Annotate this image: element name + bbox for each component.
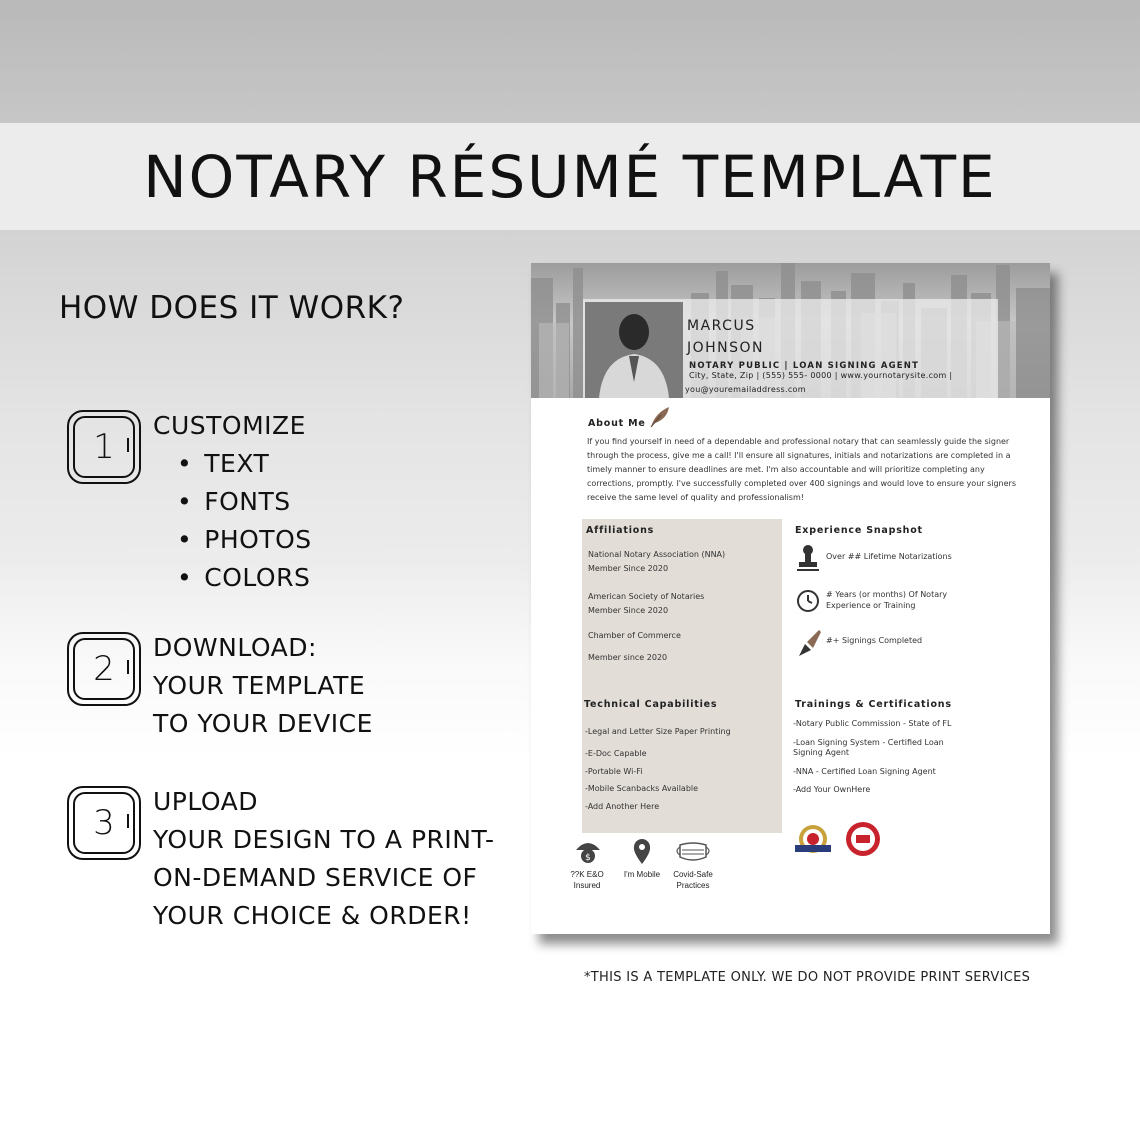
profile-photo	[585, 302, 683, 398]
stamp-icon	[797, 544, 819, 572]
step-line: TO YOUR DEVICE	[153, 709, 373, 738]
affiliation-item: Chamber of Commerce	[588, 631, 681, 640]
step-number: 1	[73, 416, 135, 478]
bottom-icon-label: I'm Mobile	[623, 870, 661, 879]
about-text: If you find yourself in need of a dependable and professional notary that can seamlessly guide the signer through the process, give me a call! I'll ensure all signatures, initials and notarizations are completed in a timely manner to ensure deadlines are met. I'm also accountable and will prioritize completing any corrections, promptly. I've successfully completed over 400 signings and would love to ensure your signers receive the same level of quality and professionalism!	[587, 437, 1017, 502]
technical-title: Technical Capabilities	[584, 699, 718, 710]
affiliation-item: Member since 2020	[588, 653, 668, 662]
training-item: -NNA - Certified Loan Signing Agent	[793, 767, 936, 776]
bullet-item: • PHOTOS	[177, 521, 312, 559]
step-number-badge	[67, 632, 141, 706]
affiliation-item: American Society of Notaries Member Since 2020	[588, 592, 705, 615]
certification-badge-icon	[793, 821, 833, 861]
technical-item: -Add Another Here	[585, 802, 660, 811]
bottom-icon-label: ??K E&O Insured	[570, 870, 604, 890]
step-line: DOWNLOAD:	[153, 633, 317, 662]
how-heading: HOW DOES IT WORK?	[59, 290, 405, 326]
step-line: ON-DEMAND SERVICE OF	[153, 863, 478, 892]
step-1	[67, 410, 312, 597]
step-line: YOUR CHOICE & ORDER!	[153, 901, 472, 930]
step-number: 2	[73, 638, 135, 700]
training-item: -Loan Signing System - Certified Loan Signing Agent	[793, 738, 944, 757]
resume-job-title: NOTARY PUBLIC | LOAN SIGNING AGENT	[689, 361, 920, 371]
training-item: -Notary Public Commission - State of FL	[793, 719, 952, 728]
page-title: NOTARY RÉSUMÉ TEMPLATE	[143, 142, 997, 211]
umbrella-dollar-icon	[575, 839, 601, 865]
resume-preview	[531, 263, 1050, 934]
clock-icon	[796, 589, 820, 613]
step-title: CUSTOMIZE	[153, 411, 306, 440]
bullet-item: • TEXT	[177, 445, 312, 483]
technical-item: -Mobile Scanbacks Available	[585, 784, 699, 793]
title-banner	[0, 123, 1140, 230]
experience-item: # Years (or months) Of Notary Experience or Training	[826, 590, 948, 610]
about-title: About Me	[588, 418, 646, 429]
experience-title: Experience Snapshot	[795, 525, 923, 536]
quill-icon	[649, 405, 671, 429]
technical-item: -Portable Wi-Fi	[585, 767, 643, 776]
step-2	[67, 632, 373, 743]
resume-contact: City, State, Zip | (555) 555- 0000 | www.yournotarysite.com |	[689, 371, 953, 380]
location-pin-icon	[632, 839, 652, 865]
resume-name	[687, 315, 764, 359]
nna-seal-icon	[843, 819, 883, 861]
step-3	[67, 786, 494, 935]
training-item: -Add Your OwnHere	[793, 785, 871, 794]
resume-header	[531, 263, 1050, 398]
disclaimer-note: *THIS IS A TEMPLATE ONLY. WE DO NOT PROVIDE PRINT SERVICES	[584, 970, 1031, 985]
affiliation-item: National Notary Association (NNA) Member Since 2020	[588, 550, 726, 573]
bullet-item: • FONTS	[177, 483, 312, 521]
experience-item: Over ## Lifetime Notarizations	[826, 552, 952, 561]
pen-nib-icon	[795, 628, 823, 658]
svg-text:$: $	[585, 853, 591, 863]
trainings-title: Trainings & Certifications	[795, 699, 952, 710]
resume-email: you@youremailaddress.com	[685, 385, 806, 394]
technical-item: -Legal and Letter Size Paper Printing	[585, 727, 731, 736]
bottom-icon-label: Covid-Safe Practices	[673, 870, 713, 890]
first-name: MARCUS	[687, 318, 756, 334]
step-line: YOUR TEMPLATE	[153, 671, 366, 700]
experience-item: #+ Signings Completed	[826, 636, 923, 645]
last-name: JOHNSON	[687, 340, 765, 356]
step-line: YOUR DESIGN TO A PRINT-	[153, 825, 495, 854]
affiliations-title: Affiliations	[586, 525, 655, 536]
step-number: 3	[73, 792, 135, 854]
step-bullet-list	[177, 445, 312, 597]
bullet-item: • COLORS	[177, 559, 312, 597]
step-line: UPLOAD	[153, 787, 259, 816]
technical-item: -E-Doc Capable	[585, 749, 647, 758]
step-number-badge	[67, 786, 141, 860]
step-number-badge	[67, 410, 141, 484]
face-mask-icon	[674, 841, 712, 863]
